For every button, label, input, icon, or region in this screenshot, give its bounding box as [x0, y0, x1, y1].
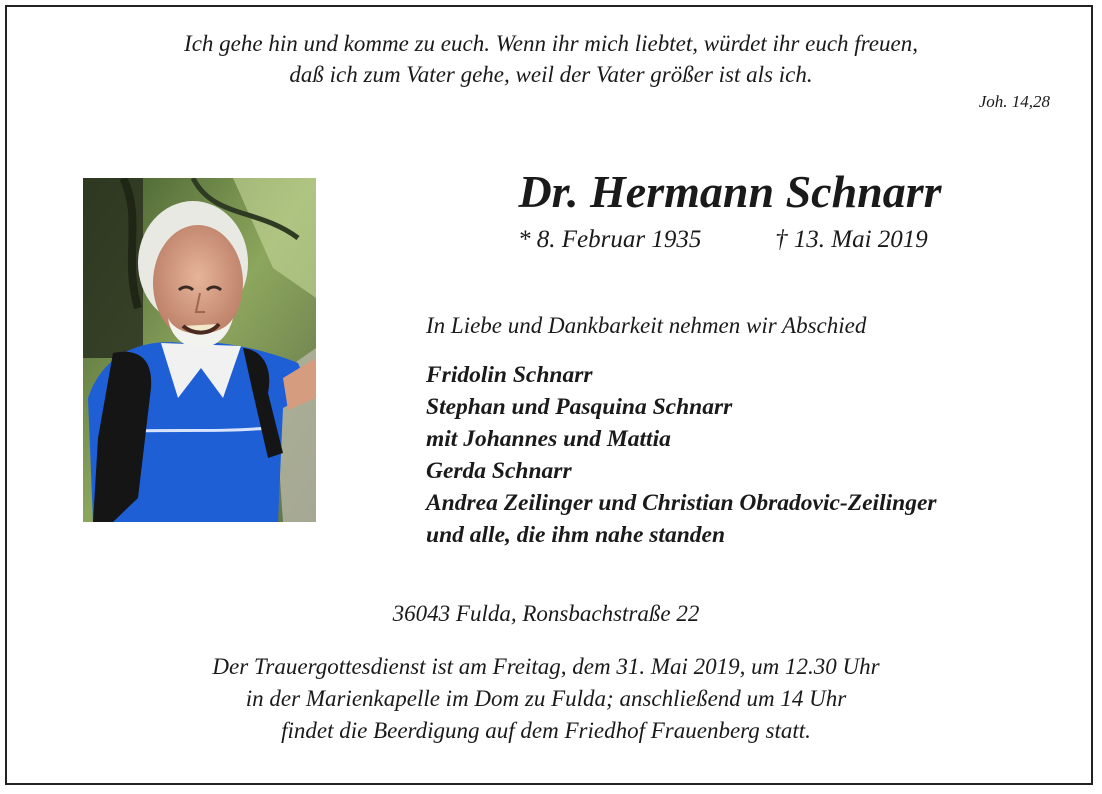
- farewell-intro: In Liebe und Dankbarkeit nehmen wir Abschied: [426, 313, 867, 338]
- birth-date: * 8. Februar 1935: [518, 226, 702, 253]
- mourner-line: und alle, die ihm nahe standen: [426, 522, 726, 548]
- verse-line: Ich gehe hin und komme zu euch. Wenn ihr mich liebtet, würdet ihr euch freuen,: [184, 31, 918, 56]
- mourner-line: Andrea Zeilinger und Christian Obradovic-Zeilinger: [426, 490, 937, 516]
- mourners-list: [426, 359, 937, 551]
- family-address: 36043 Fulda, Ronsbachstraße 22: [392, 601, 700, 626]
- service-info: [0, 651, 1092, 747]
- service-line: in der Marienkapelle im Dom zu Fulda; anschließend um 14 Uhr: [245, 686, 847, 711]
- mourner-line: mit Johannes und Mattia: [426, 426, 671, 452]
- service-line: findet die Beerdigung auf dem Friedhof Frauenberg statt.: [281, 718, 811, 743]
- death-date: † 13. Mai 2019: [775, 226, 928, 253]
- verse-reference: Joh. 14,28: [978, 92, 1050, 111]
- verse-line: daß ich zum Vater gehe, weil der Vater größer ist als ich.: [289, 62, 813, 87]
- deceased-name: Dr. Hermann Schnarr: [518, 166, 942, 217]
- mourner-line: Stephan und Pasquina Schnarr: [426, 394, 733, 420]
- service-line: Der Trauergottesdienst ist am Freitag, dem 31. Mai 2019, um 12.30 Uhr: [212, 654, 880, 679]
- mourner-line: Fridolin Schnarr: [426, 362, 593, 388]
- bible-verse: [0, 28, 1102, 90]
- mourner-line: Gerda Schnarr: [426, 458, 572, 484]
- portrait-photo: [83, 178, 316, 522]
